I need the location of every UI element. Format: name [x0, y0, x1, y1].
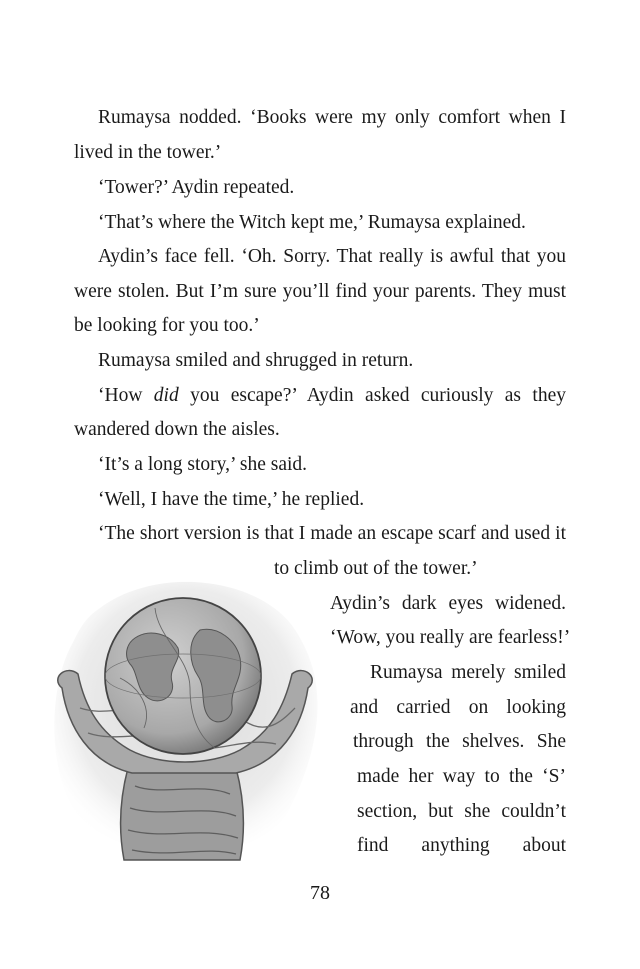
text-fragment: you escape?’ Aydin asked curiously as they [178, 385, 566, 406]
text-line: Rumaysa merely smiled [370, 662, 566, 683]
text-line: ‘Wow, you really are fearless!’ [330, 627, 571, 648]
text-line: lived in the tower.’ [74, 142, 222, 163]
text-fragment: ‘How [98, 385, 154, 406]
text-line: made her way to the ‘S’ [357, 766, 566, 787]
text-line: Rumaysa smiled and shrugged in return. [98, 350, 414, 371]
text-line: and carried on looking [350, 697, 566, 718]
text-line: be looking for you too.’ [74, 315, 260, 336]
text-line: ‘Well, I have the time,’ he replied. [98, 489, 365, 510]
text-line: Aydin’s face fell. ‘Oh. Sorry. That really is awful that you [98, 246, 566, 267]
globe-base [121, 768, 244, 860]
text-line: were stolen. But I’m sure you’ll find your parents. They must [74, 281, 566, 302]
text-line: ‘The short version is that I made an escape scarf and used it [98, 523, 566, 544]
text-line: ‘That’s where the Witch kept me,’ Rumaysa explained. [98, 212, 526, 233]
text-line: wandered down the aisles. [74, 419, 280, 440]
text-line [98, 384, 566, 408]
text-line: to climb out of the tower.’ [274, 558, 478, 579]
emphasis: did [153, 385, 179, 406]
text-line: Aydin’s dark eyes widened. [330, 593, 566, 614]
text-line: ‘It’s a long story,’ she said. [98, 454, 308, 475]
page-number: 78 [310, 882, 330, 904]
text-line: section, but she couldn’t [357, 801, 566, 822]
globe-illustration [40, 568, 330, 868]
text-line: find anything about [357, 835, 566, 856]
text-line: Rumaysa nodded. ‘Books were my only comfort when I [98, 107, 566, 128]
text-line: through the shelves. She [353, 731, 566, 752]
text-line: ‘Tower?’ Aydin repeated. [98, 177, 295, 198]
